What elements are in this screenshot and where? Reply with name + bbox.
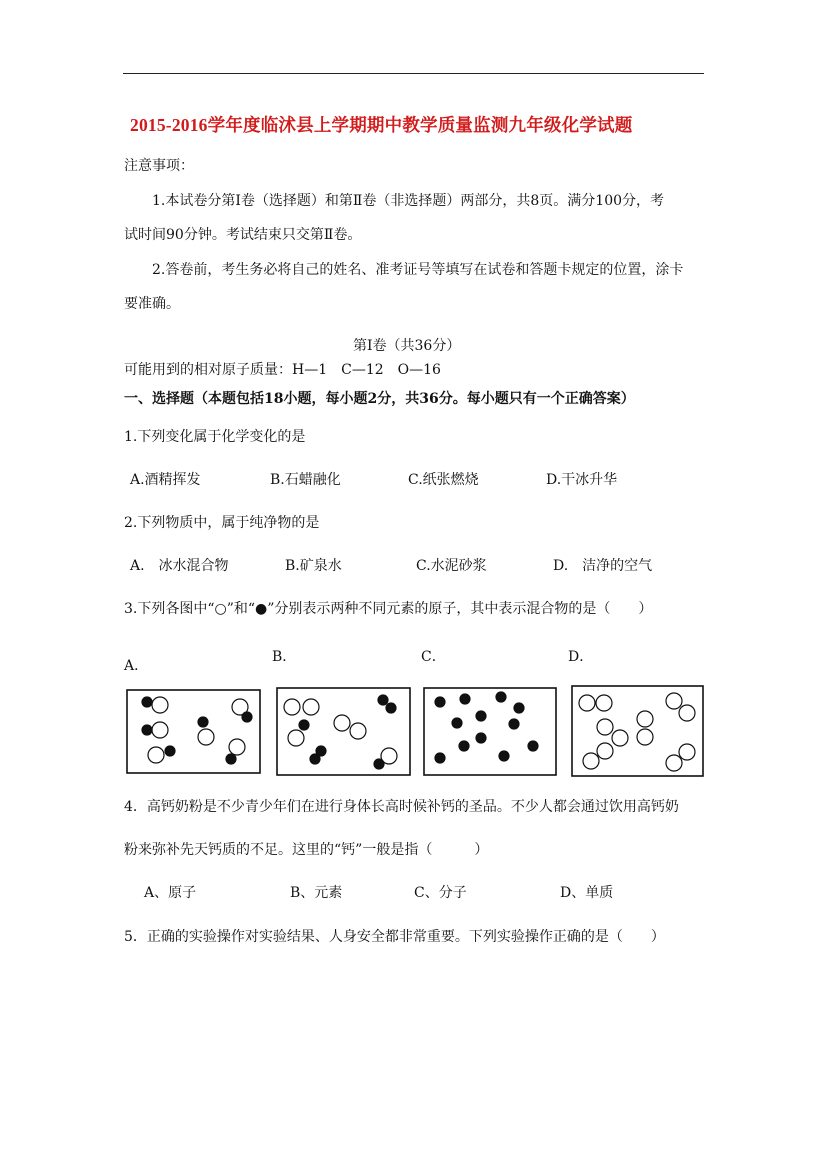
q2-option-d: D. 洁净的空气 (553, 558, 653, 574)
atomic-masses: 可能用到的相对原子质量：H—1 C—12 O—16 (124, 362, 441, 378)
q3-label-c: C． (421, 649, 446, 665)
q3-diagram-d (572, 686, 703, 776)
exam-title: 2015-2016学年度临沭县上学期期中教学质量监测九年级化学试题 (130, 115, 633, 135)
notice-1-line1: 1.本试卷分第Ⅰ卷（选择题）和第Ⅱ卷（非选择题）两部分，共8页。满分100分，考 (152, 193, 665, 209)
q1-option-a: A.酒精挥发 (130, 472, 201, 488)
header-rule (123, 73, 704, 74)
notice-2-line1: 2.答卷前，考生务必将自己的姓名、准考证号等填写在试卷和答题卡规定的位置，涂卡 (152, 262, 684, 278)
q1-option-b: B.石蜡融化 (270, 472, 341, 488)
q1-stem: 1.下列变化属于化学变化的是 (124, 429, 306, 445)
q3-particle-diagrams (120, 680, 710, 780)
q2-option-b: B.矿泉水 (285, 558, 342, 574)
q1-option-d: D.干冰升华 (546, 472, 618, 488)
q4-option-c: C、分子 (414, 885, 467, 901)
q3-diagram-b (277, 688, 410, 775)
notice-2-line2: 要准确。 (124, 296, 180, 312)
notice-1-line2: 试时间90分钟。考试结束只交第Ⅱ卷。 (124, 227, 362, 243)
q3-diagram-a (127, 690, 260, 773)
q4-option-d: D、单质 (560, 885, 614, 901)
q3-label-a: A． (124, 658, 149, 674)
q2-option-c: C.水泥砂浆 (416, 558, 487, 574)
q2-stem: 2.下列物质中，属于纯净物的是 (124, 515, 320, 531)
q3-stem: 3.下列各图中“○”和“●”分别表示两种不同元素的原子，其中表示混合物的是（ ） (124, 601, 653, 617)
q2-option-a: A. 冰水混合物 (130, 558, 229, 574)
section-title: 第Ⅰ卷（共36分） (353, 338, 461, 354)
part1-heading: 一、选择题（本题包括18小题，每小题2分，共36分。每小题只有一个正确答案） (124, 391, 635, 407)
q4-option-b: B、元素 (290, 885, 343, 901)
q3-diagram-c (424, 688, 556, 775)
q4-stem-line1: 4．高钙奶粉是不少青少年们在进行身体长高时候补钙的圣品。不少人都会通过饮用高钙奶 (124, 799, 679, 815)
q4-option-a: A、原子 (144, 885, 197, 901)
q3-label-b: B． (272, 649, 297, 665)
q4-stem-line2: 粉来弥补先天钙质的不足。这里的“钙”一般是指（ ） (124, 842, 489, 858)
q5-stem: 5．正确的实验操作对实验结果、人身安全都非常重要。下列实验操作正确的是（ ） (124, 929, 665, 945)
q1-option-c: C.纸张燃烧 (408, 472, 479, 488)
q3-label-d: D． (568, 649, 594, 665)
notice-heading: 注意事项： (124, 158, 194, 174)
